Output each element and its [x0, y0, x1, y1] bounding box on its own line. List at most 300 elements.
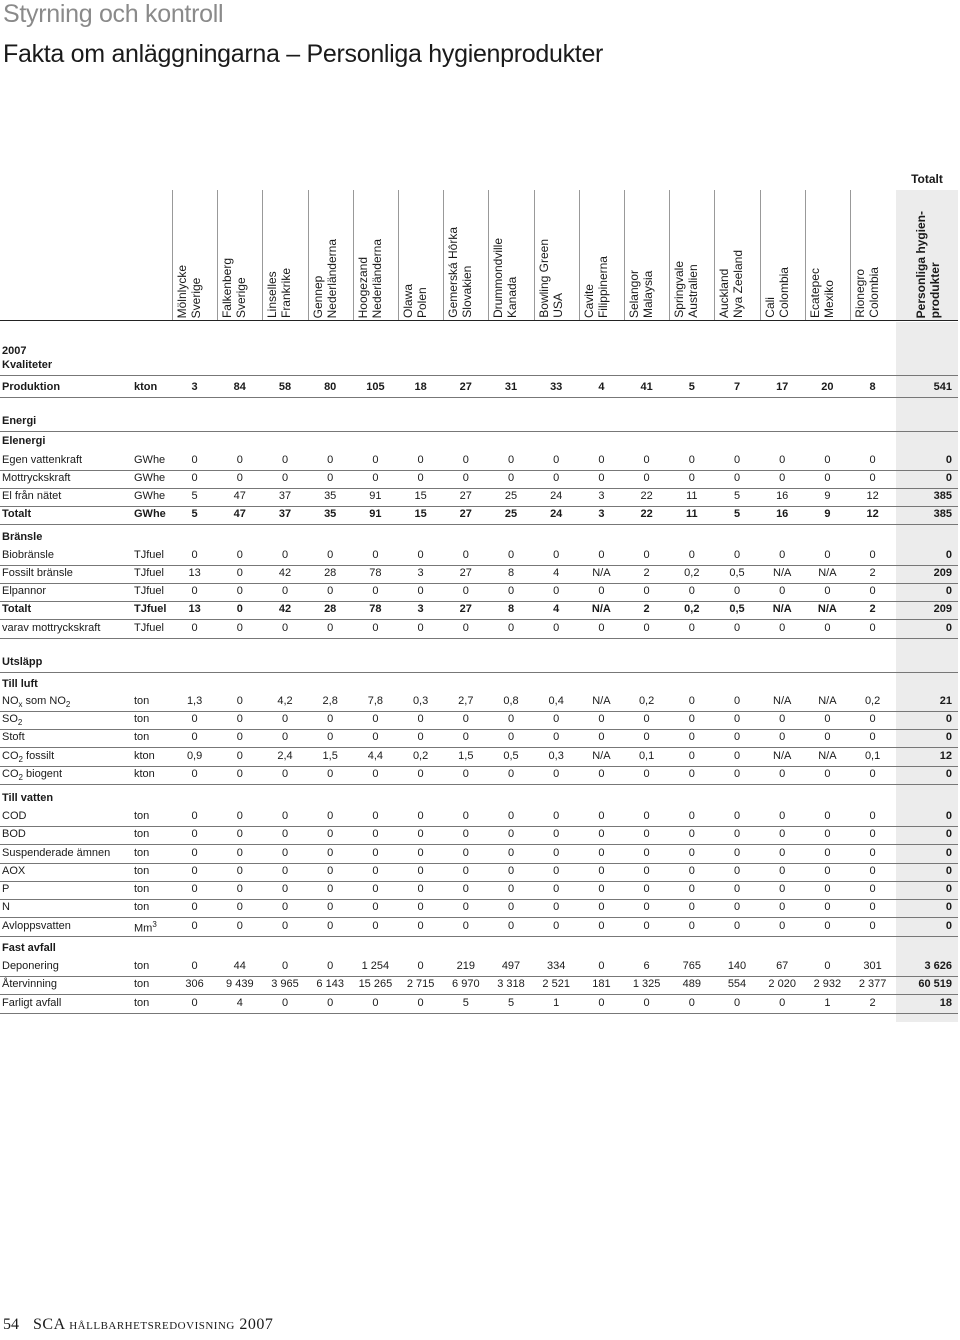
table-cell: 0 [236, 549, 243, 561]
row-label: Biobränsle [2, 549, 54, 561]
table-cell: 0 [327, 847, 334, 859]
table-cell: 0 [869, 585, 876, 597]
table-cell: 0 [598, 454, 605, 466]
row-unit: ton [134, 978, 150, 990]
row-label: Återvinning [2, 978, 58, 990]
section-heading [0, 654, 958, 673]
table-cell: 33 [550, 381, 563, 393]
table-cell: 0 [417, 810, 424, 822]
table-cell: 0 [236, 622, 243, 634]
table-cell: 47 [233, 508, 246, 520]
row-label: $NO_x$ som $NO_2$ [2, 695, 71, 710]
row-label: $CO_2$ biogent [2, 768, 63, 783]
table-cell: 4 [598, 381, 605, 393]
column-header [579, 190, 625, 320]
total-cell: 541 [933, 381, 952, 393]
table-row [0, 845, 958, 864]
table-cell: 0 [779, 549, 786, 561]
table-cell: 0 [236, 472, 243, 484]
table-cell: 0 [191, 585, 198, 597]
row-label: Produktion [2, 381, 61, 393]
row-label: El från nätet [2, 490, 62, 502]
table-cell: 0 [779, 828, 786, 840]
table-cell: N/A [818, 695, 837, 707]
table-cell: 0 [869, 454, 876, 466]
row-label: Suspenderade ämnen [2, 847, 111, 859]
table-cell: 41 [640, 381, 653, 393]
row-unit: ton [134, 960, 150, 972]
table-cell: 0 [869, 901, 876, 913]
table-cell: 12 [866, 490, 879, 502]
table-cell: 0 [507, 731, 515, 743]
table-cell: 0,5 [729, 567, 745, 579]
table-cell: 0 [236, 695, 243, 707]
table-cell: 0 [372, 713, 379, 725]
table-cell: 0 [553, 768, 560, 780]
table-cell: 0 [462, 731, 469, 743]
table-cell: 0 [236, 828, 243, 840]
table-cell: 0 [372, 585, 379, 597]
table-cell: 0 [417, 960, 424, 972]
table-cell: 35 [324, 508, 337, 520]
table-cell: 0 [281, 960, 289, 972]
table-cell: 0,2 [684, 603, 700, 615]
column-header-label: Hoogezand Nederländerna [355, 238, 384, 318]
table-cell: 0 [688, 454, 695, 466]
row-unit: ton [134, 695, 150, 707]
row-label: 2007 [2, 345, 27, 357]
column-header [488, 190, 534, 320]
table-cell: N/A [772, 603, 792, 615]
table-cell: 3 [598, 490, 605, 502]
table-cell: 0 [733, 768, 741, 780]
total-cell: 3 626 [924, 960, 952, 972]
table-cell: 0 [688, 713, 695, 725]
table-cell: 5 [733, 508, 741, 520]
table-row [0, 918, 958, 937]
table-cell: 6 970 [452, 978, 480, 990]
total-cell: 60 519 [918, 978, 952, 990]
table-cell: 15 [414, 508, 427, 520]
table-cell: 2 [869, 997, 876, 1009]
table-cell: 0 [417, 901, 424, 913]
table-cell: N/A [773, 567, 792, 579]
table-cell: 0 [417, 997, 424, 1009]
table-cell: 0 [462, 920, 469, 932]
table-cell: 0 [643, 901, 650, 913]
total-cell: 18 [939, 997, 952, 1009]
table-cell: 1,5 [322, 750, 338, 762]
table-cell: 0 [598, 883, 605, 895]
table-cell: 0 [327, 622, 334, 634]
row-label: Elenergi [2, 435, 46, 447]
table-cell: 0 [281, 865, 289, 877]
table-cell: 0 [598, 920, 605, 932]
table-cell: 0 [779, 454, 786, 466]
table-cell: 0 [462, 901, 469, 913]
row-unit: TJfuel [134, 549, 164, 561]
total-cell: 0 [945, 549, 952, 561]
column-header [353, 190, 399, 320]
table-cell: 0 [598, 901, 605, 913]
row-label: Bränsle [2, 531, 43, 543]
table-cell: 0 [733, 847, 741, 859]
table-cell: 0 [688, 901, 695, 913]
table-cell: 42 [278, 567, 292, 579]
row-label: $CO_2$ fossilt [2, 750, 55, 765]
table-cell: 0 [417, 713, 424, 725]
table-row [0, 470, 958, 489]
table-cell: 0 [507, 883, 515, 895]
table-cell: 0,5 [503, 750, 519, 762]
table-cell: 6 143 [316, 978, 344, 990]
table-cell: 0 [779, 810, 786, 822]
table-cell: 0 [553, 920, 560, 932]
table-cell: 0 [779, 901, 786, 913]
table-cell: 2,8 [322, 695, 338, 707]
table-cell: 0,9 [186, 750, 203, 762]
table-cell: 0 [462, 713, 469, 725]
total-cell: 0 [945, 883, 952, 895]
table-cell: 0,2 [638, 695, 655, 707]
table-cell: 0 [869, 883, 876, 895]
table-cell: 44 [233, 960, 246, 972]
table-cell: 91 [369, 490, 382, 502]
table-cell: 0 [236, 731, 243, 743]
table-cell: 17 [776, 381, 789, 393]
table-cell: 0 [733, 622, 741, 634]
table-cell: 1 325 [632, 978, 661, 990]
table-cell: 0 [688, 549, 695, 561]
row-unit: kton [134, 768, 155, 780]
section-heading [0, 413, 958, 432]
table-cell: 0 [688, 847, 695, 859]
table-cell: 0 [688, 731, 695, 743]
total-cell: 0 [945, 768, 952, 780]
total-cell: 0 [945, 713, 952, 725]
table-cell: 47 [233, 490, 246, 502]
table-cell: 5 [191, 490, 198, 502]
table-cell: 0 [553, 828, 560, 840]
table-cell: 7,8 [367, 695, 384, 707]
table-cell: 0,3 [412, 695, 429, 707]
total-cell: 0 [945, 731, 952, 743]
table-cell: 0 [236, 810, 243, 822]
column-header-label: Olawa Polen [401, 283, 429, 318]
table-cell: N/A [817, 603, 837, 615]
row-unit: ton [134, 828, 150, 840]
table-cell: 0 [824, 810, 831, 822]
table-cell: 0 [462, 472, 469, 484]
table-cell: 0 [824, 731, 831, 743]
table-cell: 0 [417, 549, 424, 561]
table-cell: 0 [779, 997, 786, 1009]
table-cell: 0 [824, 847, 831, 859]
table-cell: 0 [688, 472, 695, 484]
table-cell: 0 [598, 865, 605, 877]
table-cell: 20 [821, 381, 834, 393]
table-cell: 0 [553, 585, 560, 597]
page-footer [3, 1316, 273, 1334]
table-cell: 0 [598, 768, 605, 780]
table-cell: 0 [733, 454, 741, 466]
table-cell: 0 [327, 713, 334, 725]
table-cell: 0 [643, 585, 650, 597]
table-cell: 31 [504, 381, 518, 393]
table-cell: 0,4 [548, 695, 564, 707]
table-cell: 0 [779, 865, 786, 877]
table-row [0, 976, 958, 995]
row-unit: ton [134, 731, 150, 743]
table-row [0, 748, 958, 767]
table-cell: 0 [191, 960, 198, 972]
table-cell: 0 [372, 865, 379, 877]
table-cell: 0 [733, 901, 741, 913]
table-cell: 0 [417, 920, 424, 932]
row-unit: ton [134, 883, 150, 895]
table-cell: 0 [779, 920, 786, 932]
table-cell: 2 377 [858, 978, 887, 990]
table-cell: 306 [185, 978, 204, 990]
table-cell: 0 [553, 731, 560, 743]
table-cell: 0 [372, 549, 379, 561]
row-label: Till luft [2, 678, 38, 690]
table-cell: 0 [327, 454, 334, 466]
table-cell: 0 [462, 883, 469, 895]
table-cell: 1 [553, 997, 560, 1009]
table-cell: 219 [456, 960, 475, 972]
table-cell: 0 [417, 768, 424, 780]
table-cell: 2,7 [458, 695, 474, 707]
column-header-label: Selangor Malaysia [627, 269, 655, 318]
table-cell: 0 [824, 472, 831, 484]
row-label: Totalt [2, 603, 32, 615]
table-cell: 3 [417, 567, 424, 579]
table-cell: 0 [462, 828, 469, 840]
table-cell: 0 [688, 695, 695, 707]
table-cell: 0 [643, 883, 650, 895]
table-cell: 0 [643, 828, 650, 840]
table-cell: 0 [191, 883, 198, 895]
table-cell: 0 [191, 810, 198, 822]
table-cell: 0 [824, 901, 831, 913]
table-cell: 0 [281, 828, 289, 840]
table-cell: 0 [281, 920, 289, 932]
table-cell: 0 [553, 847, 560, 859]
table-cell: 2 [869, 603, 876, 615]
column-header-label: Mölnlycke Sverige [175, 264, 203, 318]
table-cell: 0 [327, 731, 334, 743]
column-header-label: Cavite Filippinerna [581, 255, 610, 318]
table-cell: 0 [417, 847, 424, 859]
table-cell: 0 [327, 549, 334, 561]
table-cell: 0 [462, 454, 469, 466]
table-cell: 0 [643, 549, 650, 561]
table-cell: 301 [863, 960, 882, 972]
row-label: Stoft [2, 731, 25, 743]
total-cell: 0 [945, 585, 952, 597]
table-cell: 8 [869, 381, 876, 393]
table-cell: 27 [459, 508, 472, 520]
table-cell: 0 [598, 622, 605, 634]
table-row [0, 583, 958, 602]
table-cell: 0 [869, 622, 876, 634]
table-cell: 497 [501, 960, 521, 972]
table-cell: 0 [236, 713, 243, 725]
table-cell: 25 [504, 490, 518, 502]
table-row [0, 826, 958, 845]
table-cell: 0 [779, 883, 786, 895]
table-cell: 0 [643, 865, 650, 877]
column-header-row [0, 190, 960, 322]
table-cell: 5 [462, 997, 469, 1009]
table-cell: 15 265 [358, 978, 393, 990]
table-cell: 0,2 [684, 567, 700, 579]
table-cell: 0 [553, 810, 560, 822]
table-cell: 0 [281, 731, 289, 743]
table-cell: 67 [776, 960, 789, 972]
row-label: N [2, 901, 10, 913]
table-cell: 0 [733, 549, 741, 561]
table-cell: 0 [191, 847, 198, 859]
table-cell: 37 [278, 508, 292, 520]
row-label: BOD [2, 828, 26, 840]
table-cell: 0 [327, 883, 334, 895]
column-header [217, 190, 263, 320]
table-cell: 0 [327, 901, 334, 913]
table-cell: 2 932 [813, 978, 842, 990]
row-label: P [2, 883, 10, 895]
column-header [624, 190, 670, 320]
table-cell: 0 [598, 731, 605, 743]
table-cell: 0 [553, 883, 560, 895]
table-cell: 27 [459, 603, 472, 615]
table-cell: 4 [553, 567, 560, 579]
table-cell: 0 [643, 920, 650, 932]
column-header [262, 190, 308, 320]
total-cell: 0 [945, 454, 952, 466]
table-cell: 13 [188, 603, 201, 615]
table-cell: 0 [236, 901, 243, 913]
table-cell: 0 [824, 585, 831, 597]
row-unit: TJfuel [134, 567, 164, 579]
section-heading [0, 676, 958, 694]
column-header [805, 190, 851, 320]
table-cell: 0 [553, 549, 560, 561]
column-header [760, 190, 806, 320]
total-cell: 0 [945, 847, 952, 859]
table-cell: 0 [191, 472, 198, 484]
table-cell: 0 [327, 828, 334, 840]
row-label: Mottryckskraft [2, 472, 71, 484]
table-row [0, 379, 958, 398]
table-cell: 58 [278, 381, 292, 393]
table-cell: 0 [688, 865, 695, 877]
table-cell: 0 [643, 768, 650, 780]
table-cell: 0 [507, 920, 515, 932]
table-cell: 0 [191, 549, 198, 561]
page-number: 54 [3, 1316, 19, 1333]
table-cell: 0 [688, 883, 695, 895]
table-cell: 0 [688, 920, 695, 932]
table-cell: 0 [417, 883, 424, 895]
table-cell: 0 [507, 810, 515, 822]
table-cell: 5 [733, 490, 741, 502]
column-header-label: Bowling Green USA [536, 239, 565, 318]
section-title: Styrning och kontroll [3, 0, 224, 28]
table-cell: 0 [281, 901, 289, 913]
table-cell: 0 [372, 920, 379, 932]
table-cell: 2,4 [277, 750, 293, 762]
table-cell: 765 [682, 960, 701, 972]
row-label: Till vatten [2, 792, 54, 804]
section-heading [0, 357, 958, 376]
table-cell: 9 [824, 490, 831, 502]
table-cell: 0 [688, 768, 695, 780]
table-cell: 0 [507, 472, 515, 484]
table-cell: N/A [773, 695, 792, 707]
table-cell: 0 [507, 622, 515, 634]
table-cell: 0 [553, 622, 560, 634]
column-header-label: Rionegro Colombia [853, 267, 881, 318]
table-cell: 0 [824, 454, 831, 466]
table-cell: 0 [372, 828, 379, 840]
table-cell: 0 [462, 622, 469, 634]
table-cell: 0 [236, 847, 243, 859]
table-cell: N/A [591, 603, 611, 615]
table-cell: 0 [779, 585, 786, 597]
table-cell: 15 [414, 490, 427, 502]
table-cell: 0 [733, 810, 741, 822]
table-cell: 24 [550, 508, 563, 520]
table-row [0, 729, 958, 748]
table-cell: 0 [869, 731, 876, 743]
table-cell: 42 [278, 603, 292, 615]
table-cell: 0 [191, 731, 198, 743]
table-row [0, 506, 958, 525]
table-cell: 0,8 [503, 695, 519, 707]
table-cell: 0 [688, 997, 695, 1009]
table-cell: 0 [417, 622, 424, 634]
page-title: Fakta om anläggningarna – Personliga hygienprodukter [3, 40, 604, 68]
table-cell: 0 [191, 920, 198, 932]
table-cell: 6 [643, 960, 650, 972]
table-row [0, 601, 958, 620]
table-cell: 1 254 [361, 960, 390, 972]
table-cell: 0 [869, 810, 876, 822]
table-cell: 0 [779, 472, 786, 484]
table-cell: 0 [733, 750, 741, 762]
table-cell: 489 [682, 978, 701, 990]
total-column-header [896, 190, 958, 320]
table-cell: 0 [733, 997, 741, 1009]
column-header [714, 190, 760, 320]
table-cell: 0 [598, 847, 605, 859]
table-cell: 27 [459, 381, 472, 393]
row-label: Utsläpp [2, 656, 43, 668]
table-cell: 0 [688, 828, 695, 840]
table-cell: 0 [417, 454, 424, 466]
table-cell: 0 [733, 865, 741, 877]
table-cell: 25 [504, 508, 518, 520]
table-cell: 0 [643, 454, 650, 466]
table-cell: 0 [462, 549, 469, 561]
table-cell: 78 [369, 567, 382, 579]
table-cell: 334 [547, 960, 566, 972]
table-cell: 0 [553, 454, 560, 466]
table-row [0, 881, 958, 900]
total-cell: 209 [933, 567, 952, 579]
